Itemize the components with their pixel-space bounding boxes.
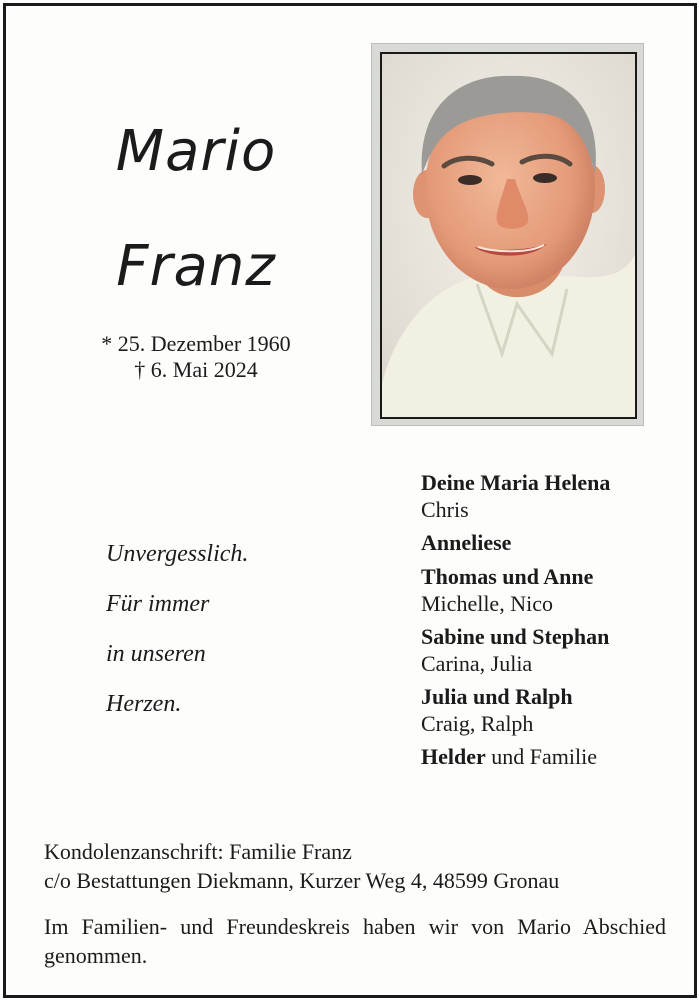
mourner-group-last (421, 743, 691, 771)
mourners-list (421, 469, 691, 777)
life-dates (46, 331, 346, 383)
death-date: † 6. Mai 2024 (134, 357, 258, 382)
mourner-group (421, 683, 691, 737)
portrait-frame (371, 43, 644, 426)
mourner-primary: Julia und Ralph (421, 684, 573, 709)
verse-line: Unvergesslich. (106, 541, 249, 567)
mourner-primary: Thomas und Anne (421, 564, 594, 589)
memorial-verse (106, 536, 248, 736)
mourner-secondary: Chris (421, 497, 469, 522)
birth-date: * 25. Dezember 1960 (101, 331, 291, 356)
condolence-line: c/o Bestattungen Diekmann, Kurzer Weg 4, 48599 Gronau (44, 868, 560, 893)
verse-line: in unseren (106, 641, 206, 667)
mourner-primary: Deine Maria Helena (421, 470, 611, 495)
last-name: Franz (116, 234, 276, 299)
obituary-card (3, 3, 697, 998)
verse-line: Herzen. (106, 691, 182, 717)
portrait-photo (380, 52, 637, 419)
mourner-primary: Sabine und Stephan (421, 624, 610, 649)
mourner-primary: Anneliese (421, 530, 512, 555)
mourner-secondary: Carina, Julia (421, 651, 533, 676)
condolence-address (44, 837, 664, 895)
mourner-secondary: Michelle, Nico (421, 591, 553, 616)
mourner-secondary: Craig, Ralph (421, 711, 534, 736)
mourner-group (421, 469, 691, 523)
mourner-rest: und Familie (485, 744, 597, 769)
verse-line: Für immer (106, 591, 210, 617)
mourner-group (421, 623, 691, 677)
farewell-note: Im Familien- und Freundeskreis haben wir von Mario Abschied genommen. (44, 914, 666, 968)
condolence-line: Kondolenzanschrift: Familie Franz (44, 839, 352, 864)
mourner-group (421, 563, 691, 617)
mourner-group (421, 529, 691, 557)
first-name: Mario (115, 119, 277, 184)
mourner-primary: Helder (421, 744, 486, 769)
